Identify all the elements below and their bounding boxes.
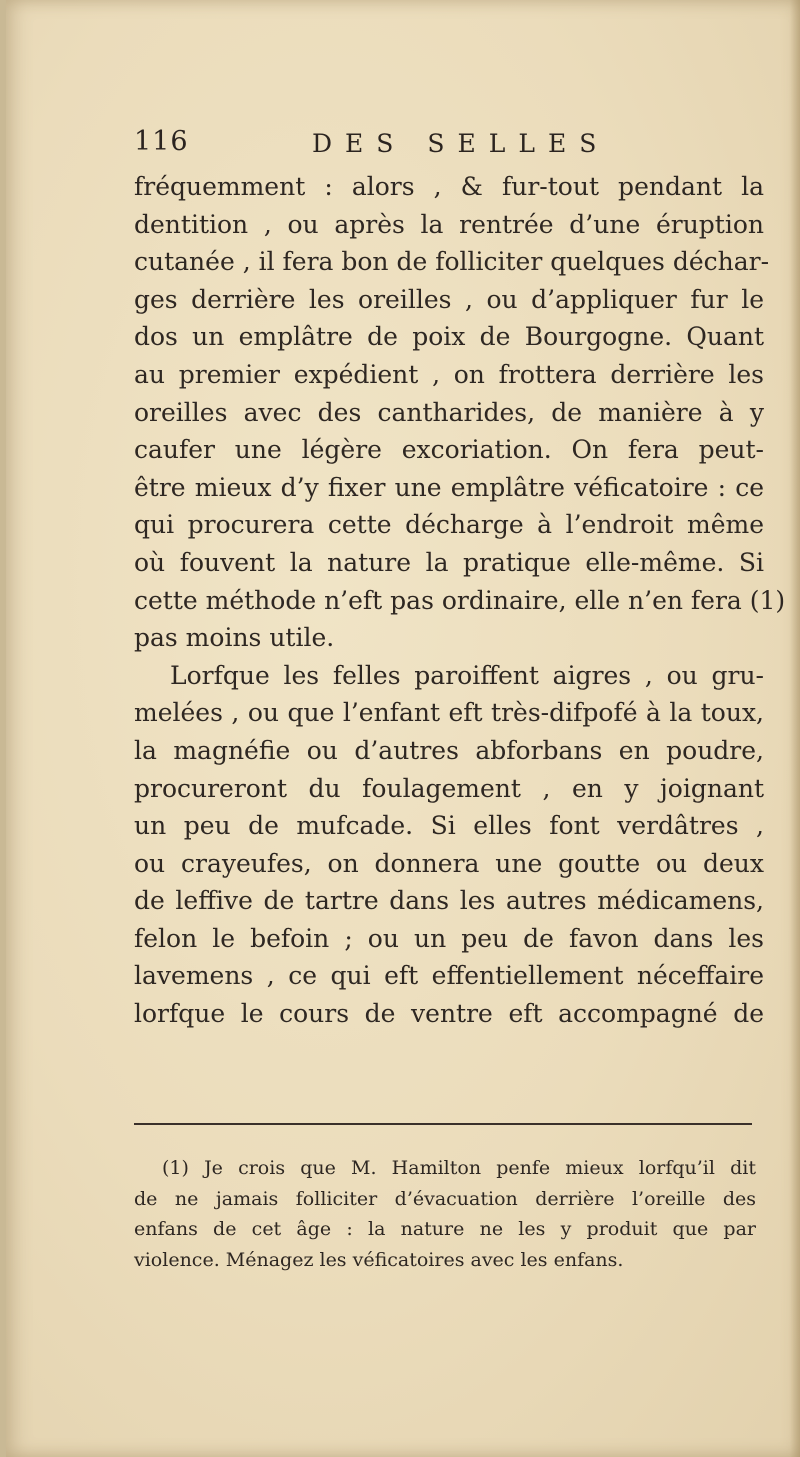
text-line: où fouvent la nature la pratique elle-même. Si [134,547,764,577]
text-line: oreilles avec des cantharides, de manière à y [134,397,764,427]
text-line: cutanée , il fera bon de folliciter quelques déchar- [134,247,770,277]
text-line: ou crayeufes, on donnera une goutte ou deux [134,848,764,878]
text-line: fréquemment : alors , & fur-tout pendant la [134,172,764,201]
text-line: de leffive de tartre dans les autres médicamens, [134,886,764,916]
footnote-line: enfans de cet âge : la nature ne les y produit que par [134,1218,756,1240]
text-line: un peu de mufcade. Si elles font verdâtres , [134,811,764,841]
footnote-divider [134,1123,752,1125]
page-number: 116 [134,126,189,157]
page-header [134,126,774,166]
text-line: la magnéfie ou d’autres abforbans en poudre, [134,735,764,765]
text-line: ges derrière les oreilles , ou d’appliquer fur le [134,284,764,314]
page-edge-shadow [790,0,800,1457]
text-line: lavemens , ce qui eft effentiellement néceffaire [134,961,764,991]
text-line: dos un emplâtre de poix de Bourgogne. Quant [134,322,764,352]
text-line: felon le befoin ; ou un peu de favon dans les [134,923,764,953]
footnote-line: (1) Je crois que M. Hamilton penfe mieux lorfqu’il dit [162,1157,756,1179]
text-line: être mieux d’y fixer une emplâtre véficatoire : ce [134,472,764,502]
text-line: cette méthode n’eft pas ordinaire, elle n’en fera (1) [134,585,786,615]
text-line: au premier expédient , on frottera derrière les [134,359,764,389]
text-line: pas moins utile. [134,623,335,653]
text-line: procureront du foulagement , en y joignant [134,773,764,803]
text-line: melées , ou que l’enfant eft très-difpofé à la toux, [134,698,764,728]
text-line: caufer une légère excoriation. On fera peut- [134,435,764,465]
main-text [134,168,786,1033]
text-line: qui procurera cette décharge à l’endroit même [134,510,764,540]
footnote-line: de ne jamais folliciter d’évacuation derrière l’oreille des [134,1187,756,1210]
text-line: dentition , ou après la rentrée d’une éruption [134,209,764,239]
running-title: DES SELLES [312,129,610,158]
text-line: lorfque le cours de ventre eft accompagné de [134,999,764,1029]
footnote-line: violence. Ménagez les véficatoires avec les enfans. [134,1248,624,1271]
text-line: Lorfque les felles paroiffent aigres , ou gru- [170,660,764,690]
footnote [134,1153,756,1275]
